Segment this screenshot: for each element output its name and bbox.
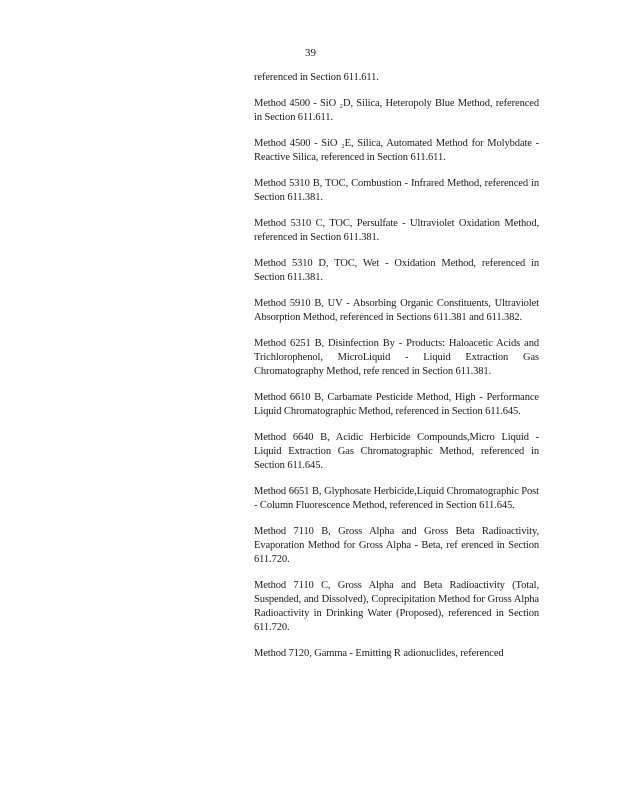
paragraph: referenced in Section 611.611. bbox=[254, 72, 379, 83]
paragraph: Method 7120, Gamma - Emitting R adionuclides, referenced bbox=[254, 648, 504, 659]
paragraph: Method 6640 B, Acidic Herbicide Compounds,Micro Liquid - Liquid Extraction Gas Chromatographic Method, referenced in Section 611.645. bbox=[254, 432, 539, 471]
paragraph: Method 6610 B, Carbamate Pesticide Method, High - Performance Liquid Chromatographic Method, referenced in Section 611.645. bbox=[254, 392, 539, 417]
paragraph: Method 7110 B, Gross Alpha and Gross Beta Radioactivity, Evaporation Method for Gross Alpha - Beta, ref erenced in Section 611.720. bbox=[254, 526, 539, 565]
paragraph: Method 5310 B, TOC, Combustion - Infrared Method, referenced in Section 611.381. bbox=[254, 178, 539, 203]
paragraph: Method 5310 D, TOC, Wet - Oxidation Method, referenced in Section 611.381. bbox=[254, 258, 539, 283]
document-body bbox=[254, 71, 539, 673]
paragraph: Method 4500 - SiO ₂E, Silica, Automated Method for Molybdate - Reactive Silica, referenced in Section 611.611. bbox=[254, 138, 539, 163]
paragraph: Method 5310 C, TOC, Persulfate - Ultraviolet Oxidation Method, referenced in Section 611.381. bbox=[254, 218, 539, 243]
paragraph: Method 5910 B, UV - Absorbing Organic Constituents, Ultraviolet Absorption Method, referenced in Sections 611.381 and 611.382. bbox=[254, 298, 539, 323]
paragraph: Method 7110 C, Gross Alpha and Beta Radioactivity (Total, Suspended, and Dissolved), Coprecipitation Method for Gross Alpha Radioactivity in Drinking Water (Proposed), referenced in Section 611.720. bbox=[254, 580, 539, 633]
paragraph: Method 6251 B, Disinfection By - Products: Haloacetic Acids and Trichlorophenol, MicroLiquid - Liquid Extraction Gas Chromatography Method, refe renced in Section 611.381. bbox=[254, 338, 539, 377]
paragraph: Method 4500 - SiO ₂D, Silica, Heteropoly Blue Method, referenced in Section 611.611. bbox=[254, 98, 539, 123]
page-number: 39 bbox=[305, 47, 316, 59]
paragraph: Method 6651 B, Glyphosate Herbicide,Liquid Chromatographic Post - Column Fluorescence Method, referenced in Section 611.645. bbox=[254, 486, 539, 511]
